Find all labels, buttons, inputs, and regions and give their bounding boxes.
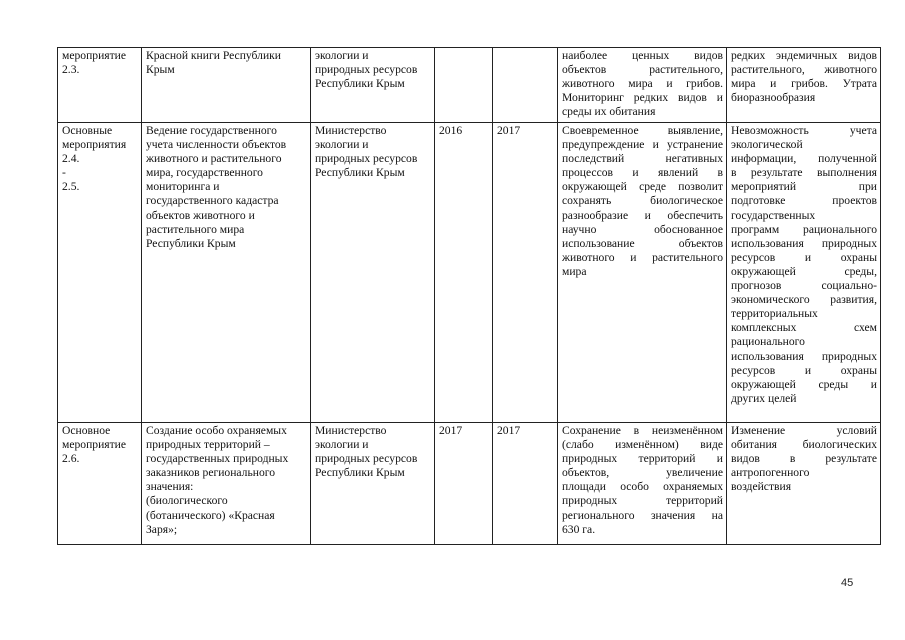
cell-text-line: Республики Крым [315,77,405,91]
cell-text-line: 2016 [439,124,463,137]
cell-text-line: среды их обитания [562,105,656,119]
cell-text-line: значения: [146,480,194,494]
cell-text-line: Республики Крым [315,166,405,180]
cell-text-line: природных ресурсов [315,452,418,466]
table-row [58,423,881,545]
cell-text-line: мероприятия [62,138,127,152]
cell-text-line: видов в результате [731,452,877,466]
cell-text-line: площади особо охраняемых [562,480,723,494]
table-row [58,123,881,423]
cell-text-line: Заря»; [146,522,178,536]
cell-text-line: Ведение государственного [146,124,277,137]
cell-text-line: окружающей среде позволит [562,180,723,194]
cell-text-line: информации, полученной [731,152,877,166]
cell-text-line: (слабо изменённом) виде [562,438,723,452]
cell-text-line: обитания биологических [731,438,877,452]
cell-text-line: природных территорий [562,494,723,508]
measure-number-cell [58,123,142,423]
executor-cell [311,48,435,123]
cell-text-line: (ботанического) «Красная [146,508,275,522]
measure-name-cell [142,48,311,123]
cell-text-line: 2.5. [62,180,80,194]
cell-text-line: процессов и явлений в [562,166,723,180]
cell-text-line: объектов, увеличение [562,466,723,480]
cell-text-line: мероприятие [62,438,127,452]
cell-text-line: природных территорий – [146,438,270,452]
expected-result-cell [558,423,727,545]
cell-text-line: 2.6. [62,452,80,466]
cell-text-line: 2017 [497,124,521,137]
cell-text-line: программ рационального [731,222,877,236]
measure-number-cell [58,423,142,545]
cell-text-line: растительного, животного [731,63,877,77]
cell-text-line: объектов животного и [146,208,255,222]
consequences-cell [727,423,881,545]
cell-text-line: Республики Крым [146,236,236,250]
cell-text-line: мира [562,264,587,278]
cell-text-line: прогнозов социально- [731,279,877,293]
end-year-cell [493,48,558,123]
cell-text-line: объектов растительного, [562,63,723,77]
cell-text-line: экологической [731,138,803,152]
cell-text-line: растительного мира [146,222,245,236]
cell-text-line: предупреждение и устранение [562,138,723,152]
cell-text-line: мониторинга и [146,180,220,194]
cell-text-line: использования природных [731,349,877,363]
cell-text-line: научно обоснованное [562,222,723,236]
cell-text-line: Министерство [315,124,387,137]
end-year-cell [493,123,558,423]
cell-text-line: животного мира и грибов. [562,77,723,91]
cell-text-line: мира, государственного [146,166,263,180]
start-year-cell [435,123,493,423]
executor-cell [311,123,435,423]
cell-text-line: животного и растительного [146,152,282,166]
executor-cell [311,423,435,545]
measure-name-cell [142,423,311,545]
expected-result-cell [558,123,727,423]
cell-text-line: подготовке проектов [731,194,877,208]
cell-text-line: последствий негативных [562,152,723,166]
cell-text-line: 2017 [439,424,463,437]
cell-text-line: окружающей среды, [731,264,877,278]
cell-text-line: - [62,166,66,180]
measures-table [57,47,881,545]
cell-text-line: использования природных [731,236,877,250]
consequences-cell [727,48,881,123]
page-number: 45 [841,577,854,589]
cell-text-line: 2017 [497,424,521,437]
cell-text-line: мероприятие [62,49,127,62]
cell-text-line: Своевременное выявление, [562,124,723,137]
cell-text-line: государственных природных [146,452,289,466]
cell-text-line: рационального [731,335,805,349]
cell-text-line: использование объектов [562,236,723,250]
cell-text-line: 630 га. [562,522,596,536]
start-year-cell [435,48,493,123]
cell-text-line: сохранять биологическое [562,194,723,208]
cell-text-line: окружающей среды и [731,377,877,391]
cell-text-line: Министерство [315,424,387,437]
cell-text-line: Республики Крым [315,466,405,480]
cell-text-line: животного и растительного [562,250,723,264]
cell-text-line: Основные [62,124,113,137]
cell-text-line: мира и грибов. Утрата [731,77,877,91]
cell-text-line: 2.3. [62,63,80,77]
cell-text-line: 2.4. [62,152,80,166]
cell-text-line: биоразнообразия [731,91,816,105]
cell-text-line: Сохранение в неизменённом [562,424,723,437]
cell-text-line: экологии и [315,138,369,152]
measure-name-cell [142,123,311,423]
cell-text-line: учета численности объектов [146,138,287,152]
table-row [58,48,881,123]
cell-text-line: экологии и [315,49,369,62]
cell-text-line: природных территорий и [562,452,723,466]
end-year-cell [493,423,558,545]
consequences-cell [727,123,881,423]
cell-text-line: природных ресурсов [315,152,418,166]
cell-text-line: комплексных схем [731,321,877,335]
cell-text-line: Мониторинг редких видов и [562,91,723,105]
measure-number-cell [58,48,142,123]
expected-result-cell [558,48,727,123]
cell-text-line: территориальных [731,307,818,321]
cell-text-line: разнообразие и обеспечить [562,208,723,222]
cell-text-line: экологии и [315,438,369,452]
cell-text-line: Крым [146,63,175,77]
cell-text-line: государственного кадастра [146,194,279,208]
cell-text-line: природных ресурсов [315,63,418,77]
cell-text-line: Создание особо охраняемых [146,424,287,437]
cell-text-line: ресурсов и охраны [731,363,877,377]
cell-text-line: других целей [731,391,797,405]
measures-table-body [58,48,881,545]
cell-text-line: заказников регионального [146,466,276,480]
cell-text-line: Красной книги Республики [146,49,281,62]
cell-text-line: регионального значения на [562,508,723,522]
cell-text-line: Невозможность учета [731,124,877,137]
cell-text-line: воздействия [731,480,792,494]
cell-text-line: государственных [731,208,816,222]
cell-text-line: антропогенного [731,466,810,480]
cell-text-line: ресурсов и охраны [731,250,877,264]
cell-text-line: экономического развития, [731,293,877,307]
cell-text-line: (биологического [146,494,228,508]
cell-text-line: мероприятий при [731,180,877,194]
start-year-cell [435,423,493,545]
cell-text-line: Основное [62,424,111,437]
cell-text-line: редких эндемичных видов [731,49,877,62]
cell-text-line: наиболее ценных видов [562,49,723,62]
cell-text-line: Изменение условий [731,424,877,437]
cell-text-line: в результате выполнения [731,166,877,180]
